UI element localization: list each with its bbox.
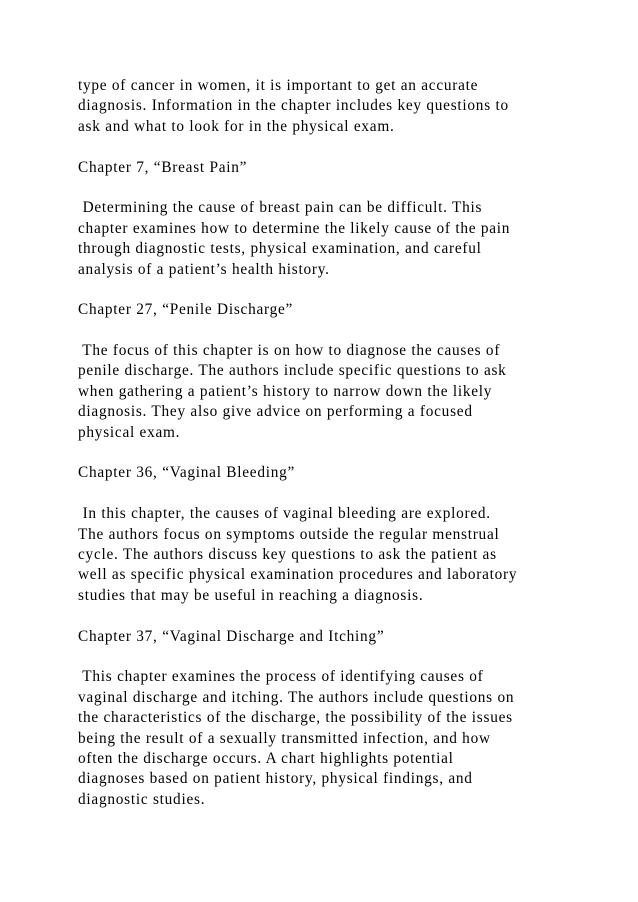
- text-line: when gathering a patient’s history to narrow down the likely: [78, 382, 493, 400]
- document-page: [78, 76, 598, 810]
- text-line: the characteristics of the discharge, the possibility of the issues: [78, 709, 513, 727]
- text-line: The focus of this chapter is on how to diagnose the causes of: [78, 342, 501, 360]
- paragraph-spacer: [78, 280, 598, 300]
- text-line: ask and what to look for in the physical exam.: [78, 117, 395, 135]
- paragraph-spacer: [78, 647, 598, 667]
- text-line: penile discharge. The authors include specific questions to ask: [78, 362, 507, 380]
- text-line: diagnosis. Information in the chapter includes key questions to: [78, 97, 509, 115]
- intro-paragraph: [78, 76, 598, 137]
- paragraph-spacer: [78, 137, 598, 157]
- chapter-36-summary: [78, 504, 598, 606]
- paragraph-spacer: [78, 178, 598, 198]
- text-line: diagnosis. They also give advice on performing a focused: [78, 403, 473, 421]
- text-line: often the discharge occurs. A chart highlights potential: [78, 749, 454, 767]
- text-line: being the result of a sexually transmitted infection, and how: [78, 729, 491, 747]
- text-line: physical exam.: [78, 423, 181, 441]
- chapter-37-summary: [78, 667, 598, 810]
- text-line: studies that may be useful in reaching a diagnosis.: [78, 586, 424, 604]
- text-line: diagnostic studies.: [78, 790, 206, 808]
- chapter-27-heading: [78, 300, 598, 320]
- text-line: vaginal discharge and itching. The authors include questions on: [78, 688, 515, 706]
- chapter-heading: Chapter 7, “Breast Pain”: [78, 158, 248, 176]
- chapter-7-heading: [78, 158, 598, 178]
- chapter-27-summary: [78, 341, 598, 443]
- text-line: chapter examines how to determine the likely cause of the pain: [78, 219, 511, 237]
- text-line: through diagnostic tests, physical examination, and careful: [78, 240, 482, 258]
- text-line: type of cancer in women, it is important to get an accurate: [78, 77, 479, 94]
- paragraph-spacer: [78, 443, 598, 463]
- text-line: analysis of a patient’s health history.: [78, 260, 330, 278]
- chapter-36-heading: [78, 463, 598, 483]
- paragraph-spacer: [78, 484, 598, 504]
- text-line: The authors focus on symptoms outside the regular menstrual: [78, 525, 500, 543]
- text-line: well as specific physical examination procedures and laboratory: [78, 566, 518, 584]
- chapter-37-heading: [78, 627, 598, 647]
- chapter-heading: Chapter 36, “Vaginal Bleeding”: [78, 464, 296, 482]
- chapter-heading: Chapter 27, “Penile Discharge”: [78, 301, 294, 319]
- text-line: diagnoses based on patient history, physical findings, and: [78, 770, 473, 788]
- text-line: Determining the cause of breast pain can be difficult. This: [78, 199, 483, 217]
- chapter-heading: Chapter 37, “Vaginal Discharge and Itching”: [78, 627, 385, 645]
- text-line: In this chapter, the causes of vaginal bleeding are explored.: [78, 505, 491, 523]
- paragraph-spacer: [78, 606, 598, 626]
- chapter-7-summary: [78, 198, 598, 280]
- paragraph-spacer: [78, 321, 598, 341]
- text-line: This chapter examines the process of identifying causes of: [78, 668, 484, 686]
- text-line: cycle. The authors discuss key questions to ask the patient as: [78, 545, 497, 563]
